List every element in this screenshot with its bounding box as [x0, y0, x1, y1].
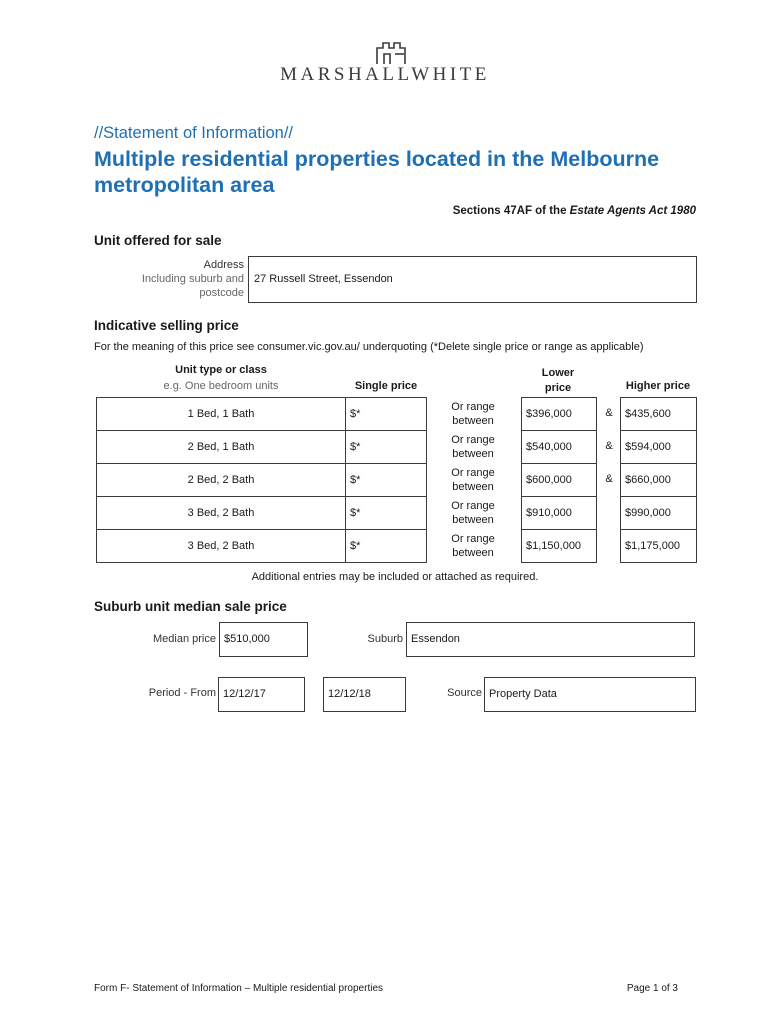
median-price-value: $510,000 [224, 633, 270, 645]
ampersand: & [605, 407, 613, 419]
higher-price-value: $990,000 [625, 507, 671, 519]
or-range-label [440, 433, 506, 461]
address-label-line3: postcode [199, 287, 244, 299]
suburb-value: Essendon [411, 633, 460, 645]
table-row-lower-cell[interactable] [521, 430, 597, 464]
table-row-higher-cell[interactable] [620, 529, 697, 563]
sections-prefix: Sections 47AF of the [452, 205, 570, 217]
unit-type-value: 2 Bed, 1 Bath [187, 441, 255, 453]
period-to-field[interactable] [323, 677, 406, 712]
indicative-heading: Indicative selling price [94, 318, 239, 333]
col-lower-header [518, 366, 598, 396]
higher-price-value: $660,000 [625, 474, 671, 486]
or-range-line1: Or range [451, 467, 495, 479]
lower-price-value: $396,000 [526, 408, 572, 420]
col-unit-example: e.g. One bedroom units [163, 380, 279, 392]
unit-type-value: 1 Bed, 1 Bath [187, 408, 255, 420]
or-range-label [440, 400, 506, 428]
lower-price-value: $600,000 [526, 474, 572, 486]
unit-offered-heading: Unit offered for sale [94, 233, 222, 248]
single-price-value: $* [350, 540, 361, 552]
table-row-unit-cell[interactable] [96, 430, 346, 464]
lower-price-value: $540,000 [526, 441, 572, 453]
table-row-single-cell[interactable] [345, 529, 427, 563]
table-row-unit-cell[interactable] [96, 463, 346, 497]
additional-entries-note: Additional entries may be included or attached as required. [251, 571, 539, 583]
ampersand: & [605, 473, 613, 485]
median-price-label: Median price [153, 633, 216, 645]
table-row-single-cell[interactable] [345, 430, 427, 464]
unit-type-value: 2 Bed, 2 Bath [187, 474, 255, 486]
source-field[interactable] [484, 677, 696, 712]
col-lower-line1: Lower [541, 367, 575, 379]
address-label-line1: Address [203, 259, 244, 271]
or-range-line1: Or range [451, 533, 495, 545]
lower-price-value: $910,000 [526, 507, 572, 519]
table-row-higher-cell[interactable] [620, 463, 697, 497]
table-row-unit-cell[interactable] [96, 496, 346, 530]
col-higher-header: Higher price [625, 380, 691, 392]
or-range-line2: between [452, 514, 494, 526]
single-price-value: $* [350, 507, 361, 519]
table-row-lower-cell[interactable] [521, 397, 597, 431]
table-row-higher-cell[interactable] [620, 397, 697, 431]
suburb-label: Suburb [367, 633, 403, 645]
table-row-single-cell[interactable] [345, 463, 427, 497]
footer-form-name: Form F- Statement of Information – Multiple residential properties [94, 983, 384, 994]
median-heading: Suburb unit median sale price [94, 599, 287, 614]
or-range-label [440, 532, 506, 560]
or-range-line2: between [452, 481, 494, 493]
col-single-header: Single price [354, 380, 418, 392]
address-field[interactable] [248, 256, 697, 303]
table-row-unit-cell[interactable] [96, 529, 346, 563]
col-unit-type-header: Unit type or class [175, 364, 267, 376]
col-lower-line2: price [544, 382, 572, 394]
or-range-line2: between [452, 547, 494, 559]
period-from-field[interactable] [218, 677, 305, 712]
single-price-value: $* [350, 441, 361, 453]
or-range-label [440, 499, 506, 527]
or-range-line2: between [452, 415, 494, 427]
indicative-note: For the meaning of this price see consumer.vic.gov.au/ underquoting (*Delete single price or range as applicable) [94, 341, 644, 353]
address-label-line2: Including suburb and [141, 273, 244, 285]
or-range-label [440, 466, 506, 494]
source-label: Source [447, 687, 482, 699]
higher-price-value: $1,175,000 [625, 540, 681, 552]
higher-price-value: $594,000 [625, 441, 671, 453]
table-row-single-cell[interactable] [345, 397, 427, 431]
table-row-unit-cell[interactable] [96, 397, 346, 431]
or-range-line1: Or range [451, 500, 495, 512]
suburb-field[interactable] [406, 622, 695, 657]
sections-reference [453, 205, 696, 217]
unit-type-value: 3 Bed, 2 Bath [187, 540, 255, 552]
table-row-lower-cell[interactable] [521, 463, 597, 497]
document-eyebrow: //Statement of Information// [94, 124, 294, 142]
page-title: Multiple residential properties located in the Melbourne metropolitan area [94, 147, 660, 197]
footer-page-number: Page 1 of 3 [626, 983, 678, 994]
table-row-higher-cell[interactable] [620, 430, 697, 464]
act-name: Estate Agents Act 1980 [569, 205, 696, 217]
table-row-lower-cell[interactable] [521, 496, 597, 530]
period-to-value: 12/12/18 [328, 688, 371, 700]
single-price-value: $* [350, 408, 361, 420]
source-value: Property Data [489, 688, 557, 700]
or-range-line1: Or range [451, 434, 495, 446]
address-label [100, 258, 244, 300]
table-row-lower-cell[interactable] [521, 529, 597, 563]
marshallwhite-logo-icon [374, 40, 414, 66]
higher-price-value: $435,600 [625, 408, 671, 420]
unit-type-value: 3 Bed, 2 Bath [187, 507, 255, 519]
table-row-higher-cell[interactable] [620, 496, 697, 530]
or-range-line2: between [452, 448, 494, 460]
lower-price-value: $1,150,000 [526, 540, 582, 552]
median-price-field[interactable] [219, 622, 308, 657]
single-price-value: $* [350, 474, 361, 486]
logo-text: MARSHALLWHITE [280, 64, 490, 85]
period-from-label: Period - From [148, 687, 216, 699]
address-value: 27 Russell Street, Essendon [254, 273, 393, 285]
ampersand: & [605, 440, 613, 452]
period-from-value: 12/12/17 [223, 688, 266, 700]
table-row-single-cell[interactable] [345, 496, 427, 530]
or-range-line1: Or range [451, 401, 495, 413]
